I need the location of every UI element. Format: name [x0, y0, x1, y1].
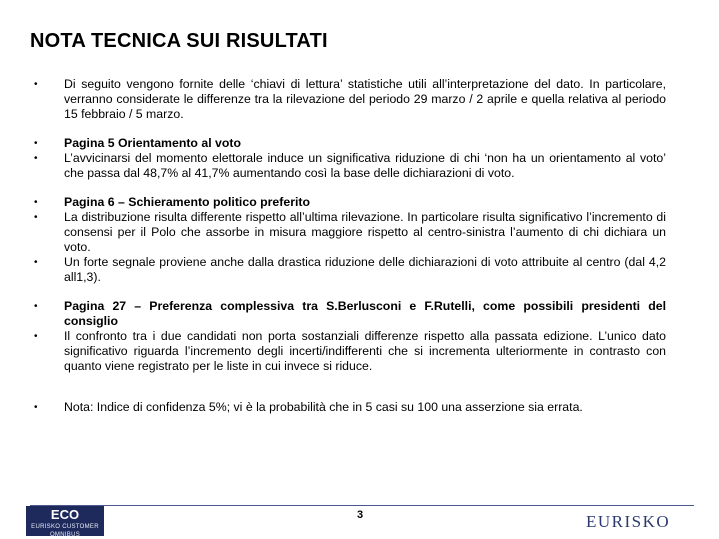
section-page-5 — [30, 136, 666, 181]
eurisko-logo: EURISKO — [586, 512, 671, 531]
section-intro — [30, 77, 666, 122]
intro-text: Di seguito vengono fornite delle ‘chiavi di lettura’ statistiche utili all’interpretazione del dato. In particolare, verranno considerate le differenze tra la rilevazione del periodo 29 marzo / 2 aprile e quella relativa al periodo 15 febbraio / 5 marzo. — [64, 77, 666, 121]
section-body: L’avvicinarsi del momento elettorale induce un significativa riduzione di chi ‘non ha un orientamento al voto’ che passa dal 48,7% al 41,7% aumentando così la base delle dichiarazioni di voto. — [64, 151, 666, 180]
bullet-icon: • — [34, 197, 38, 208]
list-item — [30, 329, 666, 374]
list-item — [30, 151, 666, 181]
bullet-icon: • — [34, 331, 38, 342]
eco-logo-main: ECO — [50, 507, 80, 522]
section-page-6 — [30, 195, 666, 285]
bullet-icon: • — [34, 153, 38, 164]
bullet-icon: • — [34, 402, 38, 413]
footer-divider — [30, 505, 694, 506]
section-heading: Pagina 5 Orientamento al voto — [64, 136, 241, 150]
bullet-icon: • — [34, 301, 38, 312]
note-text: Nota: Indice di confidenza 5%; vi è la probabilità che in 5 casi su 100 una asserzione sia errata. — [64, 400, 583, 414]
list-item — [30, 77, 666, 122]
bullet-icon: • — [34, 212, 38, 223]
section-body: Il confronto tra i due candidati non porta sostanziali differenze rispetto alla passata edizione. L’unico dato significativo riguarda l’incremento degli incerti/indifferenti che si incrementa ulteriormente in contrasto con quanto viene registrato per le liste in cui invece si riduce. — [64, 329, 666, 373]
eco-logo-sub: EURISKO CUSTOMER OMNIBUS — [31, 524, 99, 538]
eco-logo — [26, 506, 104, 536]
bullet-icon: • — [34, 79, 38, 90]
bullet-icon: • — [34, 138, 38, 149]
list-item — [30, 400, 666, 415]
section-body: Un forte segnale proviene anche dalla drastica riduzione delle dichiarazioni di voto attribuite al centro (dal 4,2 all1,3). — [64, 255, 666, 284]
list-item — [30, 299, 666, 329]
page-title: NOTA TECNICA SUI RISULTATI — [30, 30, 328, 52]
bullet-list — [30, 77, 666, 429]
section-heading: Pagina 27 – Preferenza complessiva tra S.Berlusconi e F.Rutelli, come possibili presidenti del consiglio — [64, 299, 666, 328]
page-number: 3 — [356, 509, 364, 521]
list-item — [30, 195, 666, 210]
section-page-27 — [30, 299, 666, 374]
section-heading: Pagina 6 – Schieramento politico preferito — [64, 195, 310, 209]
list-item — [30, 255, 666, 285]
list-item — [30, 136, 666, 151]
list-item — [30, 210, 666, 255]
bullet-icon: • — [34, 257, 38, 268]
section-note — [30, 400, 666, 415]
section-body: La distribuzione risulta differente rispetto all’ultima rilevazione. In particolare risulta significativo l’incremento di consensi per il Polo che assorbe in misura maggiore rispetto al centro-sinistra l’aumento di chi dichiara un voto. — [64, 210, 666, 254]
